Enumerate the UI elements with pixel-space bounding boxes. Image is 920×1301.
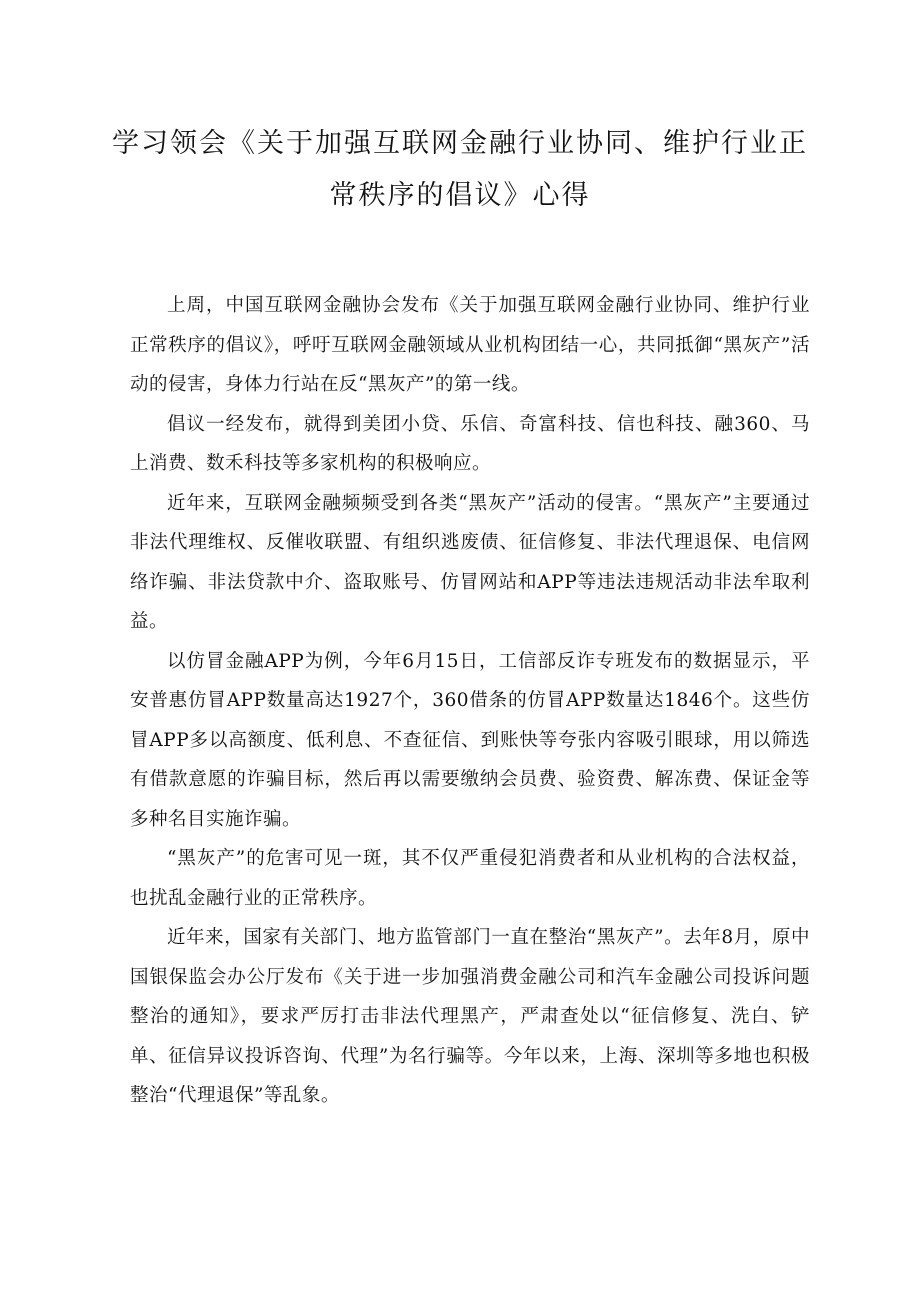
paragraph-3: 近年来，互联网金融频频受到各类“黑灰产”活动的侵害。“黑灰产”主要通过非法代理维权、反催收联盟、有组织逃废债、征信修复、非法代理退保、电信网络诈骗、非法贷款中介、盗取账号、仿冒网站和APP等违法违规活动非法牟取利益。 [130,492,810,632]
paragraph-4: 以仿冒金融APP为例，今年6月15日，工信部反诈专班发布的数据显示，平安普惠仿冒APP数量高达1927个，360借条的仿冒APP数量达1846个。这些仿冒APP多以高额度、低利息、不查征信、到账快等夸张内容吸引眼球，用以筛选有借款意愿的诈骗目标，然后再以需要缴纳会员费、验资费、解冻费、保证金等多种名目实施诈骗。 [130,650,810,830]
document-body [130,286,810,1116]
document-title [110,118,810,222]
paragraph-6: 近年来，国家有关部门、地方监管部门一直在整治“黑灰产”。去年8月，原中国银保监会办公厅发布《关于进一步加强消费金融公司和汽车金融公司投诉问题整治的通知》，要求严厉打击非法代理黑产，严肃查处以“征信修复、洗白、铲单、征信异议投诉咨询、代理”为名行骗等。今年以来，上海、深圳等多地也积极整治“代理退保”等乱象。 [130,927,810,1106]
paragraph-1: 上周，中国互联网金融协会发布《关于加强互联网金融行业协同、维护行业正常秩序的倡议》，呼吁互联网金融领域从业机构团结一心，共同抵御“黑灰产”活动的侵害，身体力行站在反“黑灰产”的第一线。 [130,295,810,395]
paragraph-2: 倡议一经发布，就得到美团小贷、乐信、奇富科技、信也科技、融360、马上消费、数禾科技等多家机构的积极响应。 [130,413,810,474]
title-line-2: 常秩序的倡议》心得 [329,180,591,211]
title-line-1: 学习领会《关于加强互联网金融行业协同、维护行业正 [112,128,808,159]
paragraph-5: “黑灰产”的危害可见一斑，其不仅严重侵犯消费者和从业机构的合法权益，也扰乱金融行业的正常秩序。 [130,848,810,909]
